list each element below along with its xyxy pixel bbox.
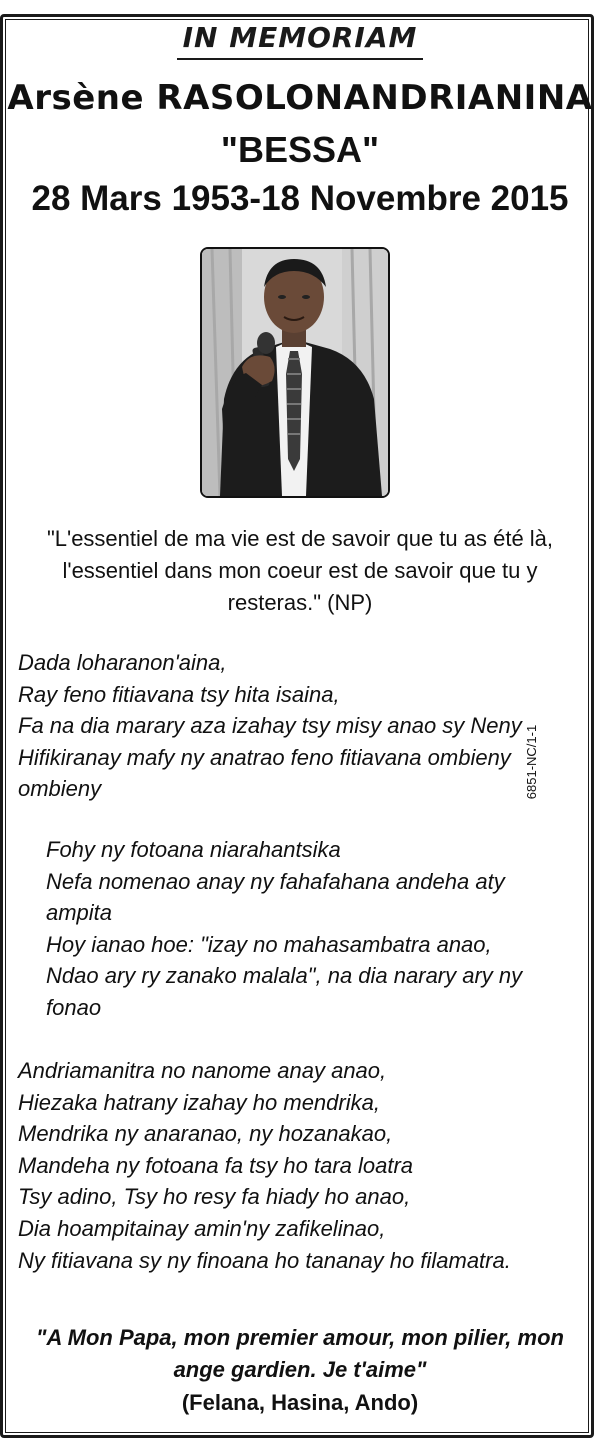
life-dates: 28 Mars 1953-18 Novembre 2015 [31,179,569,218]
reference-code: 6851-NC/1-1 [524,724,539,800]
poem-stanza-1 [18,647,563,805]
poem-line: Fohy ny fotoana niarahantsika [46,837,341,862]
poem-line: Tsy adino, Tsy ho resy fa hiady ho anao, [18,1184,411,1210]
poem-line: Hifikiranay mafy ny anatrao feno fitiavana ombieny ombieny [18,744,511,802]
poem-line: Hiezaka hatrany izahay ho mendrika, [18,1089,380,1115]
poem-stanza-3 [18,1055,563,1276]
header-container [0,20,600,60]
poem-line: Fa na dia marary aza izahay tsy misy anao sy Neny [18,713,522,739]
poem-line: Hoy ianao hoe: "izay no mahasambatra anao, [46,931,492,957]
poem-line: Dia hoampitainay amin'ny zafikelinao, [18,1215,386,1241]
memorial-quote: "L'essentiel de ma vie est de savoir que tu as été là, l'essentiel dans mon coeur est de savoir que tu y resteras." (NP) [46,526,554,615]
deceased-name: Arsène RASOLONANDRIANINA [7,78,593,118]
poem-line: Ny fitiavana sy ny finoana ho tananay ho filamatra. [18,1247,511,1273]
portrait-illustration [202,249,388,496]
poem-line: Andriamanitra no nanome anay anao, [18,1058,387,1083]
poem-line: Mendrika ny anaranao, ny hozanakao, [18,1121,393,1147]
deceased-nickname: "BESSA" [220,129,380,170]
poem-line: Mandeha ny fotoana fa tsy ho tara loatra [18,1152,414,1178]
poem-stanza-2 [46,834,566,1024]
signers: (Felana, Hasina, Ando) [181,1390,419,1415]
dedication-text: "A Mon Papa, mon premier amour, mon pilier, mon ange gardien. Je t'aime" [36,1325,564,1382]
portrait-photo [200,247,390,498]
poem-line: Ray feno fitiavana tsy hita isaina, [18,681,340,707]
poem-line: Nefa nomenao anay ny fahafahana andeha aty ampita [46,868,505,926]
poem-line: Ndao ary ry zanako malala", na dia narary ary ny fonao [46,963,523,1020]
header-title: IN MEMORIAM [177,20,424,60]
poem-line: Dada loharanon'aina, [18,650,227,675]
